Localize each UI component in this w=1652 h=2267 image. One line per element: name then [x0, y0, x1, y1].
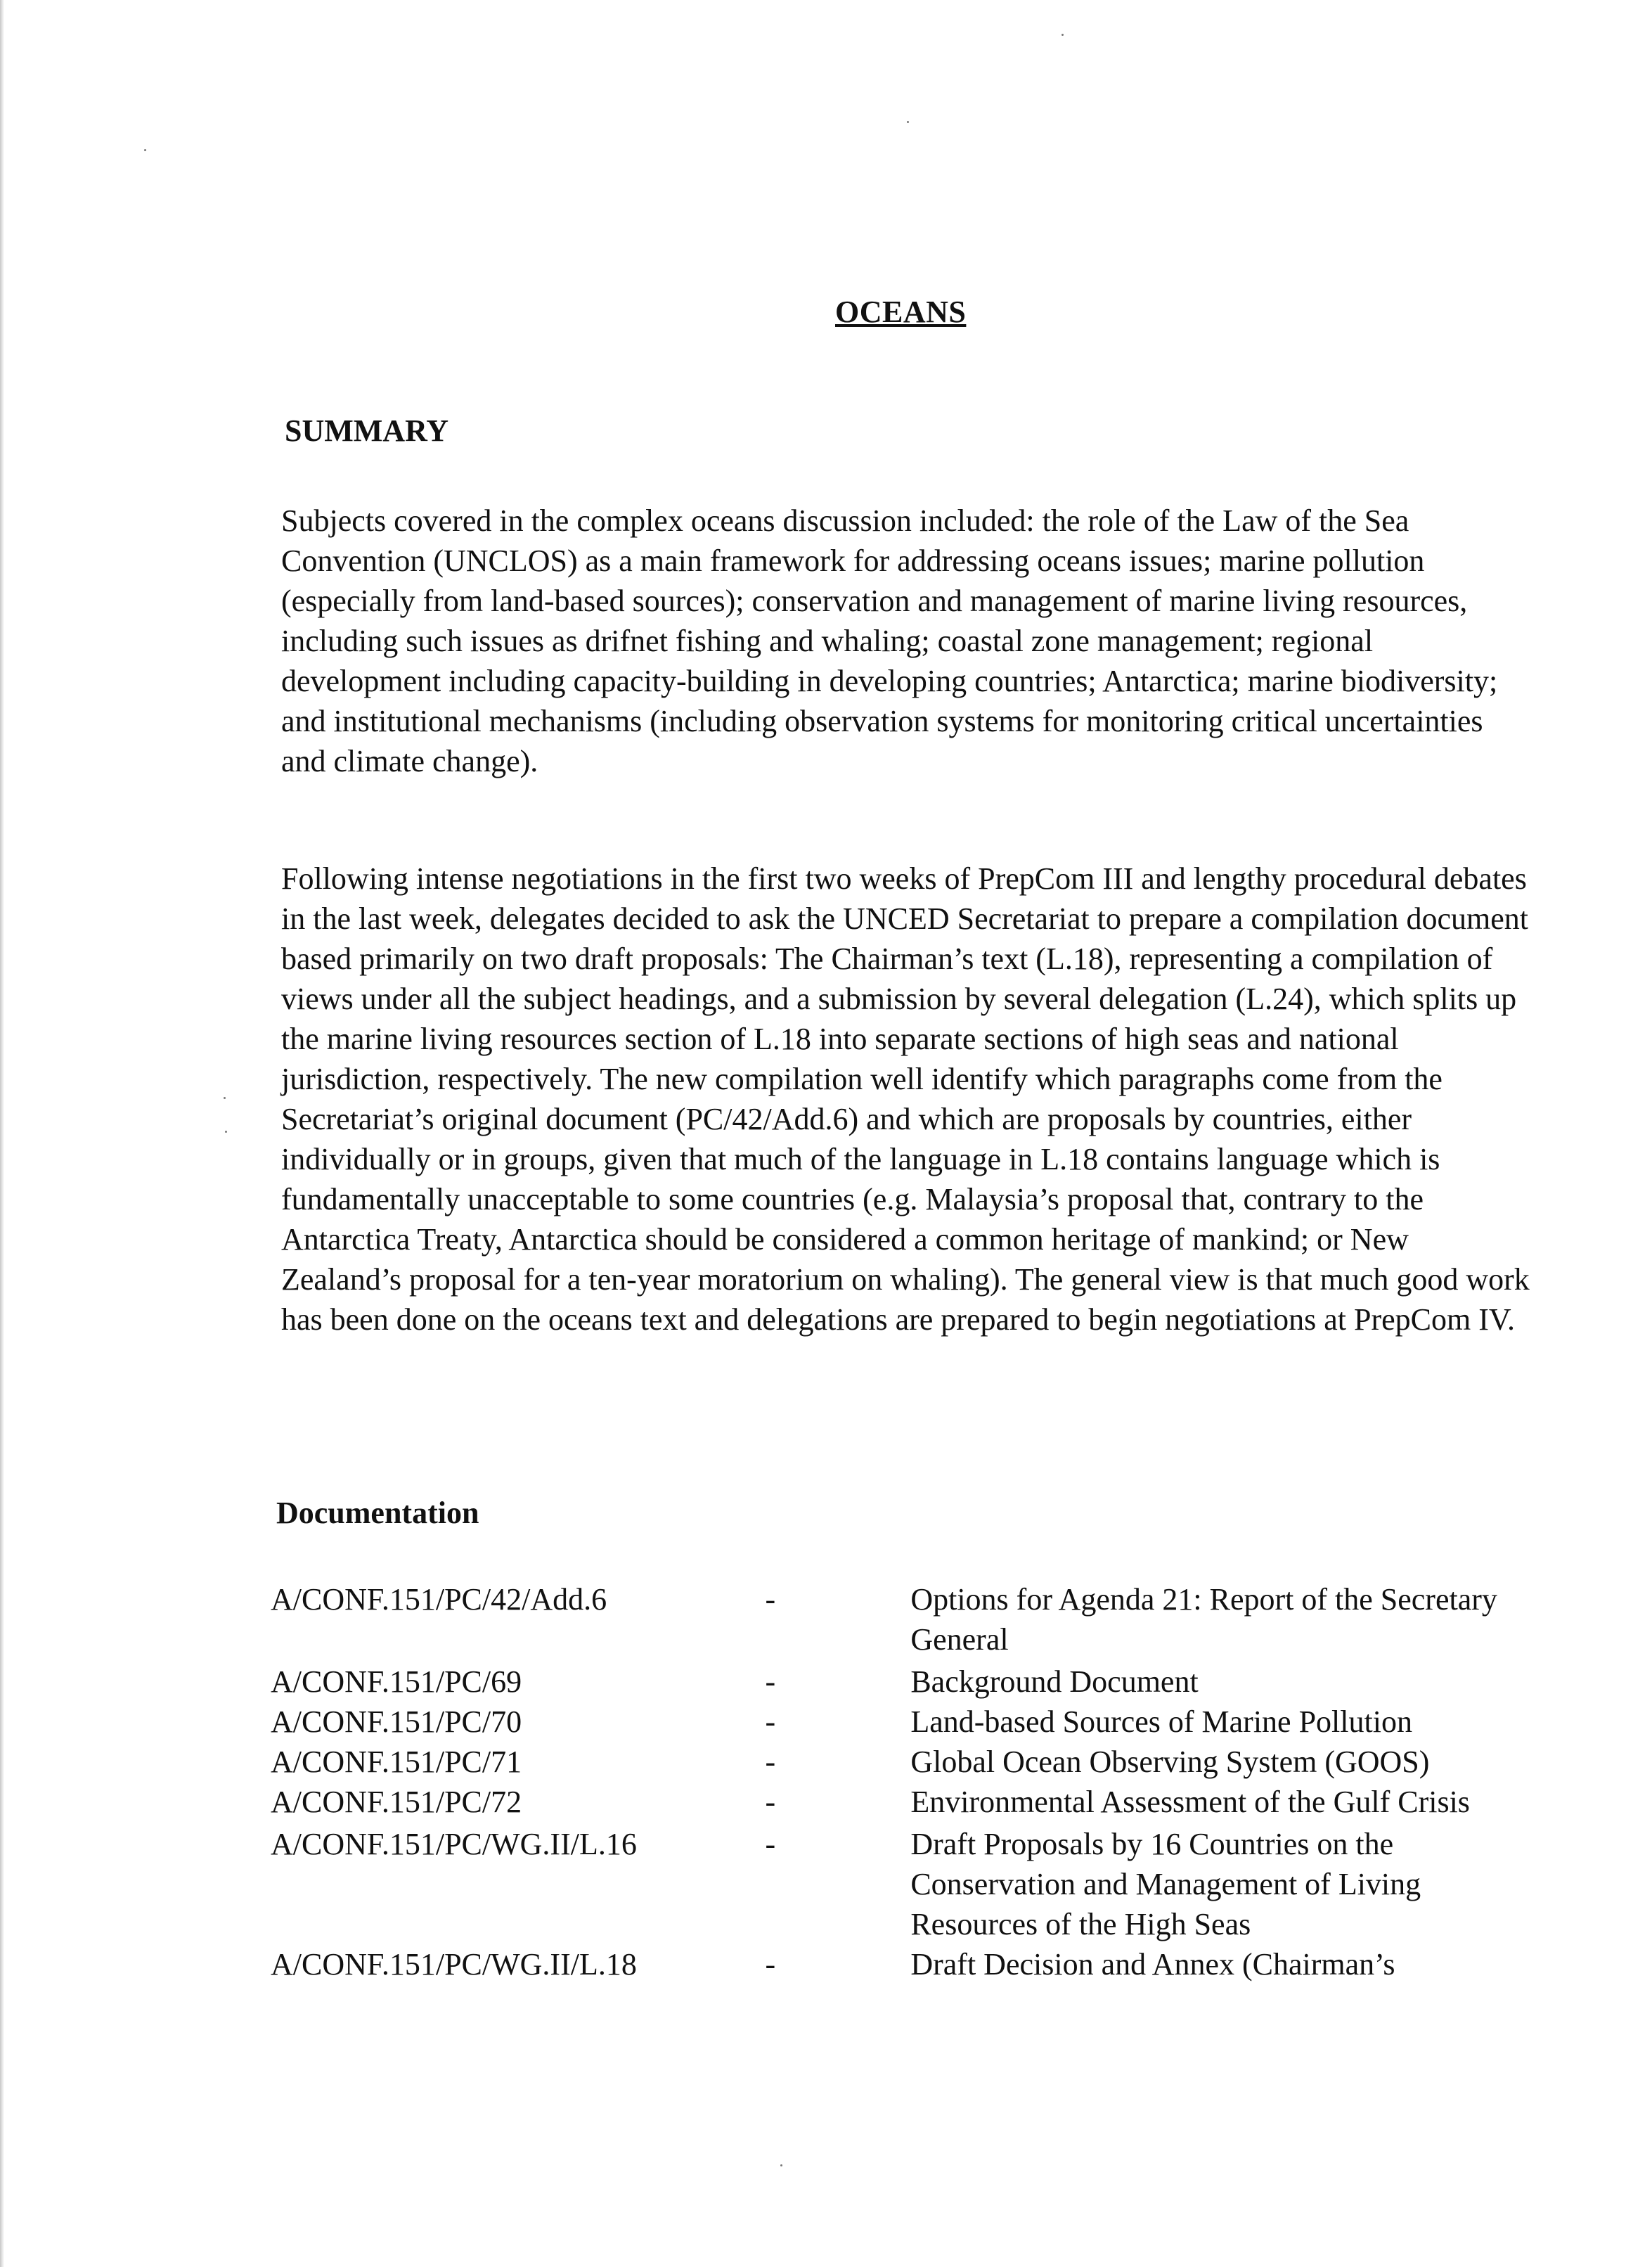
doc-description: Draft Proposals by 16 Countries on the Conservation and Management of Living Resources of the High Seas: [910, 1827, 1421, 1941]
doc-dash: -: [765, 1745, 776, 1779]
doc-code: A/CONF.151/PC/71: [271, 1745, 522, 1779]
doc-code: A/CONF.151/PC/WG.II/L.18: [271, 1947, 637, 1982]
scan-speck: [224, 1097, 226, 1099]
doc-description: Land-based Sources of Marine Pollution: [910, 1704, 1412, 1739]
doc-code: A/CONF.151/PC/72: [271, 1785, 522, 1819]
doc-code: A/CONF.151/PC/WG.II/L.16: [271, 1827, 637, 1861]
document-title: OCEANS: [835, 295, 967, 329]
scan-speck: [225, 1131, 227, 1133]
scan-speck: [780, 2164, 782, 2166]
documentation-table: [271, 1579, 1536, 1984]
doc-code: A/CONF.151/PC/70: [271, 1704, 522, 1739]
doc-dash: -: [765, 1582, 776, 1617]
doc-description: Environmental Assessment of the Gulf Crisis: [910, 1785, 1470, 1819]
doc-dash: -: [765, 1704, 776, 1739]
documentation-row: [271, 1702, 1536, 1742]
doc-dash: -: [765, 1785, 776, 1819]
documentation-row: [271, 1944, 1536, 1984]
documentation-row: [271, 1659, 1536, 1702]
doc-description: Draft Decision and Annex (Chairman’s: [910, 1947, 1395, 1982]
scan-speck: [1061, 34, 1064, 36]
doc-description: Background Document: [910, 1664, 1199, 1699]
doc-dash: -: [765, 1664, 776, 1699]
summary-heading: SUMMARY: [285, 413, 449, 448]
summary-paragraph-1: Subjects covered in the complex oceans discussion included: the role of the Law of the Sea Convention (UNCLOS) as a main framework for addressing oceans issues; marine pollution (especially from land-based sources); conservation and management of marine living resources, including such issues as drifnet fishing and whaling; coastal zone management; regional development including capacity-building in developing countries; Antarctica; marine biodiversity; and institutional mechanisms (including observation systems for monitoring critical uncertainties and climate change).: [281, 503, 1498, 778]
documentation-heading: Documentation: [276, 1496, 479, 1530]
doc-code: A/CONF.151/PC/42/Add.6: [271, 1582, 607, 1617]
scan-speck: [907, 121, 909, 123]
doc-code: A/CONF.151/PC/69: [271, 1664, 522, 1699]
doc-dash: -: [765, 1947, 776, 1982]
doc-description: Global Ocean Observing System (GOOS): [910, 1745, 1430, 1779]
documentation-row: [271, 1579, 1536, 1659]
documentation-row: [271, 1822, 1536, 1944]
documentation-row: [271, 1782, 1536, 1822]
summary-paragraph-2: Following intense negotiations in the first two weeks of PrepCom III and lengthy procedural debates in the last week, delegates decided to ask the UNCED Secretariat to prepare a compilation document based primarily on two draft proposals: The Chairman’s text (L.18), representing a compilation of views under all the subject headings, and a submission by several delegation (L.24), which splits up the marine living resources section of L.18 into separate sections of high seas and national jurisdiction, respectively. The new compilation well identify which paragraphs come from the Secretariat’s original document (PC/42/Add.6) and which are proposals by countries, either individually or in groups, given that much of the language in L.18 contains language which is fundamentally unacceptable to some countries (e.g. Malaysia’s proposal that, contrary to the Antarctica Treaty, Antarctica should be considered a common heritage of mankind; or New Zealand’s proposal for a ten-year moratorium on whaling). The general view is that much good work has been done on the oceans text and delegations are prepared to begin negotiations at PrepCom IV.: [281, 861, 1530, 1337]
doc-dash: -: [765, 1827, 776, 1861]
scan-edge-shadow: [0, 0, 4, 2267]
doc-description: Options for Agenda 21: Report of the Secretary General: [910, 1582, 1497, 1657]
scan-speck: [144, 149, 146, 151]
documentation-row: [271, 1742, 1536, 1782]
